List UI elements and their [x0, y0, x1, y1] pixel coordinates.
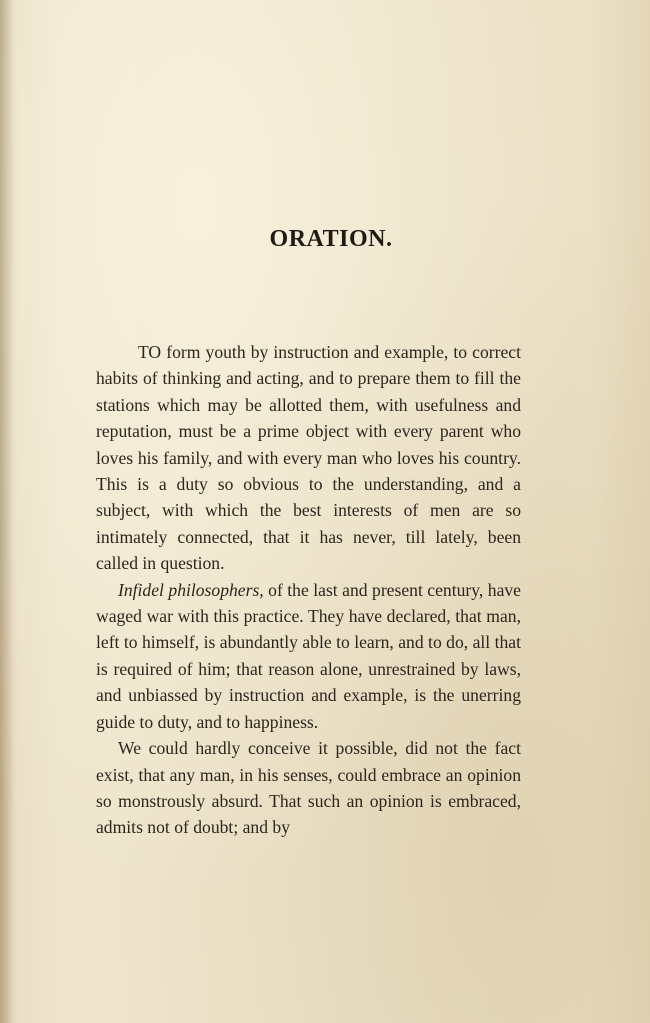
show-through-text — [95, 85, 535, 335]
paragraph-2-lead: Infidel philosophers, — [118, 579, 264, 600]
binding-shadow — [0, 0, 14, 1023]
body-text — [96, 339, 521, 841]
page-title: ORATION. — [269, 226, 393, 252]
paragraph-1 — [96, 339, 521, 577]
paragraph-3 — [96, 735, 521, 841]
paragraph-1-text: TO form youth by instruction and example, to correct habits of thinking and acting, and to prepare them to fill the stations which may be allotted them, with usefulness and reputation, must be a prime object with every parent who loves his family, and with every man who loves his country. This is a duty so obvious to the understanding, and a subject, with which the best interests of men are so intimately connected, that it has never, till lately, been called in question. — [96, 342, 521, 574]
paragraph-2 — [96, 577, 521, 735]
paragraph-2-text: of the last and present century, have waged war with this practice. They have declared, that man, left to himself, is abundantly able to learn, and to do, all that is required of him; that reason alone, unrestrained by laws, and unbiassed by instruction and example, is the unerring guide to duty, and to happiness. — [96, 579, 521, 732]
paragraph-3-text: We could hardly conceive it possible, did not the fact exist, that any man, in his senses, could embrace an opinion so monstrously absurd. That such an opinion is embraced, admits not of doubt; and by — [96, 738, 521, 838]
